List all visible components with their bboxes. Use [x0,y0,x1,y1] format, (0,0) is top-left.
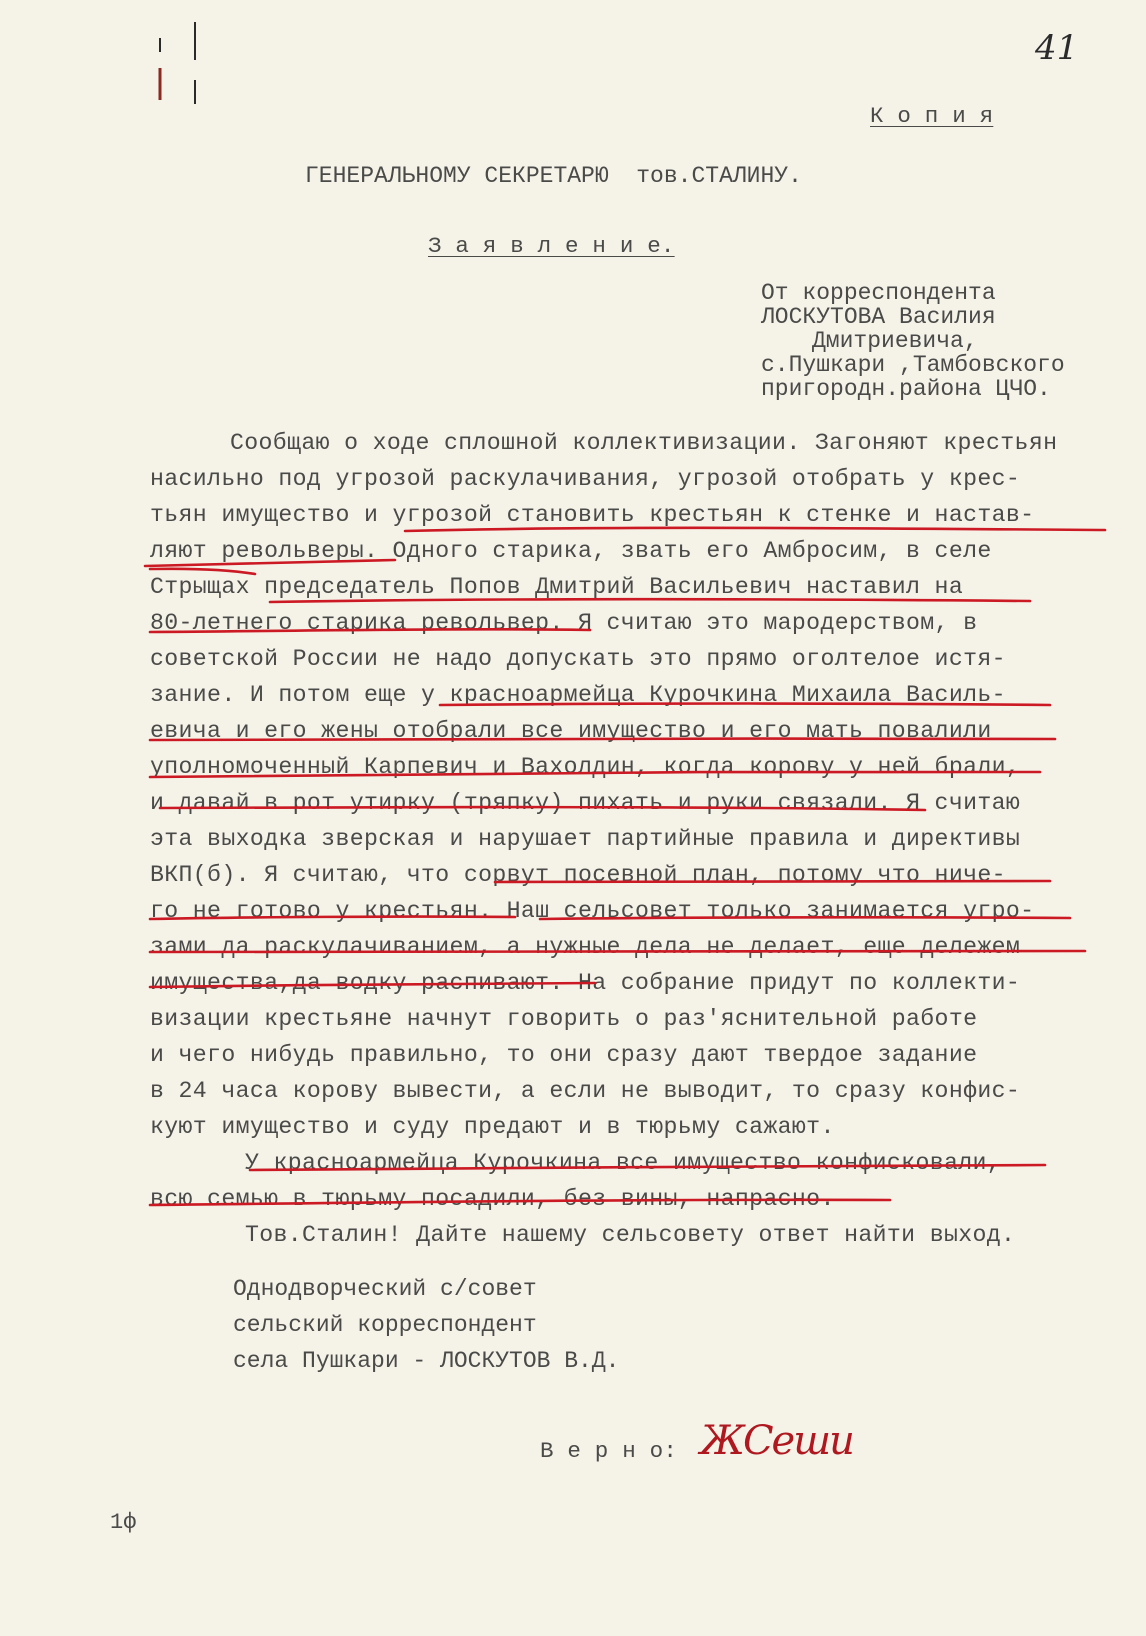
body-line: евича и его жены отобрали все имущество и его мать повалили [150,718,992,744]
body-line: ляют револьверы. Одного старика, звать его Амбросим, в селе [150,538,992,564]
from-line-1: От корреспондента [761,280,996,306]
body-line: ВКП(б). Я считаю, что сорвут посевной план, потому что ниче- [150,862,1006,888]
body-line: эта выходка зверская и нарушает партийные правила и директивы [150,826,1021,852]
from-line-5: пригородн.района ЦЧО. [761,376,1051,402]
body-line: 80-летнего старика револьвер. Я считаю это мародерством, в [150,610,978,636]
body-line: зание. И потом еще у красноармейца Курочкина Михаила Василь- [150,682,1006,708]
verified-signature: ЖСеши [700,1418,853,1464]
document-title: З а я в л е н и е. [428,233,675,259]
body-line: Сообщаю о ходе сплошной коллективизации. Загоняют крестьян [230,430,1058,456]
footer-mark: 1ф [110,1510,137,1535]
signature-line-2: сельский корреспондент [233,1312,537,1338]
copy-label: К о п и я [870,103,994,129]
body-line: зами да раскулачиванием, а нужные дела не делает, еще дележем [150,934,1021,960]
verified-label: В е р н о: [540,1438,678,1464]
addressee: ГЕНЕРАЛЬНОМУ СЕКРЕТАРЮ тов.СТАЛИНУ. [305,163,802,189]
signature-line-1: Однодворческий с/совет [233,1276,537,1302]
body-line: всю семью в тюрьму посадили, без вины, напрасно. [150,1186,835,1212]
body-line: го не готово у крестьян. Наш сельсовет только занимается угро- [150,898,1035,924]
body-line: и давай в рот утирку (тряпку) пихать и руки связали. Я считаю [150,790,1021,816]
body-line: в 24 часа корову вывести, а если не выводит, то сразу конфис- [150,1078,1021,1104]
body-line: имущества,да водку распивают. На собрание придут по коллекти- [150,970,1021,996]
body-line: тьян имущество и угрозой становить крестьян к стенке и настав- [150,502,1035,528]
from-line-3: Дмитриевича, [812,328,978,354]
body-line: куют имущество и суду предают и в тюрьму сажают. [150,1114,835,1140]
handwritten-page-number: 41 [1035,28,1079,68]
body-line: Тов.Сталин! Дайте нашему сельсовету ответ найти выход. [245,1222,1016,1248]
body-line: советской России не надо допускать это прямо оголтелое истя- [150,646,1006,672]
body-line: визации крестьяне начнут говорить о раз'яснительной работе [150,1006,978,1032]
body-line: уполномоченный Карпевич и Вахолдин, когда корову у ней брали, [150,754,1021,780]
signature-line-3: села Пушкари - ЛОСКУТОВ В.Д. [233,1348,620,1374]
from-line-2: ЛОСКУТОВА Василия [761,304,996,330]
body-line: насильно под угрозой раскулачивания, угрозой отобрать у крес- [150,466,1021,492]
body-line: и чего нибудь правильно, то они сразу дают твердое задание [150,1042,978,1068]
body-line: У красноармейца Курочкина все имущество конфисковали, [245,1150,1002,1176]
from-line-4: с.Пушкари ,Тамбовского [761,352,1065,378]
body-line: Стрыщах председатель Попов Дмитрий Васильевич наставил на [150,574,964,600]
